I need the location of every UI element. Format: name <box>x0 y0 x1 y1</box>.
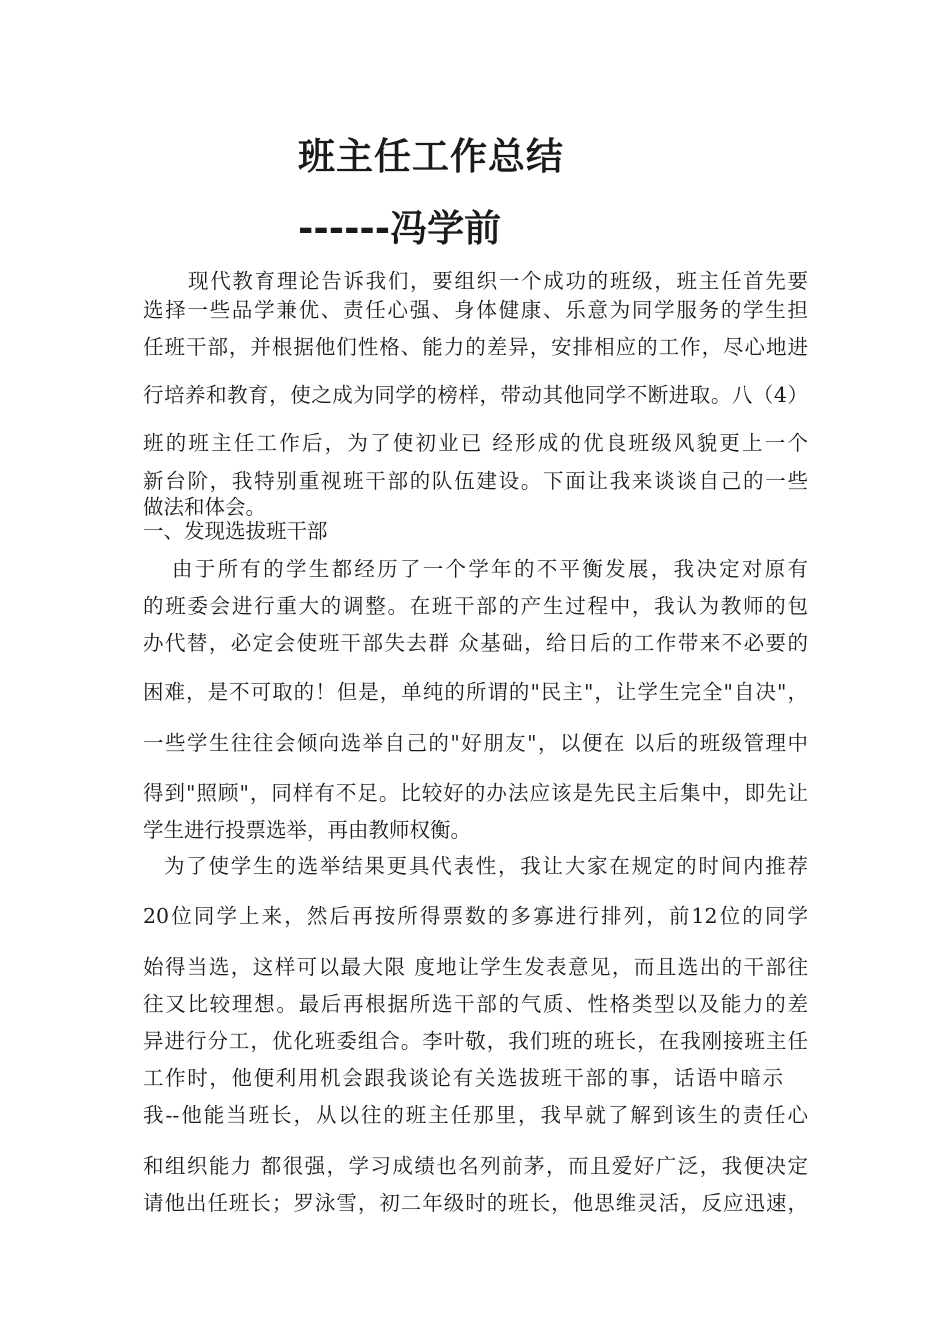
paragraph-line: 工作时，他便利用机会跟我谈论有关选拔班干部的事，话语中暗示 <box>143 1066 783 1090</box>
paragraph-line: 我--他能当班长，从以往的班主任那里，我早就了解到该生的责任心 <box>143 1103 808 1127</box>
paragraph-line: 异进行分工，优化班委组合。李叶敬，我们班的班长，在我刚接班主任 <box>143 1029 808 1053</box>
paragraph-line: 一些学生往往会倾向选举自己的"好朋友"，以便在 以后的班级管理中 <box>143 731 808 755</box>
paragraph-line: 现代教育理论告诉我们，要组织一个成功的班级，班主任首先要 <box>188 269 808 293</box>
paragraph-line: 困难，是不可取的！但是，单纯的所谓的"民主"，让学生完全"自决"， <box>143 680 808 704</box>
paragraph-line: 得到"照顾"，同样有不足。比较好的办法应该是先民主后集中，即先让 <box>143 781 808 805</box>
section-heading: 一、发现选拔班干部 <box>143 519 328 543</box>
paragraph-line: 由于所有的学生都经历了一个学年的不平衡发展，我决定对原有 <box>172 557 808 581</box>
paragraph-line: 做法和体会。 <box>143 495 266 519</box>
paragraph-line: 行培养和教育，使之成为同学的榜样，带动其他同学不断进取。八（4） <box>143 383 808 407</box>
paragraph-line: 20位同学上来，然后再按所得票数的多寡进行排列，前12位的同学 <box>143 904 808 928</box>
document-author: ------冯学前 <box>298 207 502 250</box>
paragraph-line: 为了使学生的选举结果更具代表性，我让大家在规定的时间内推荐 <box>164 854 808 878</box>
paragraph-line: 往又比较理想。最后再根据所选干部的气质、性格类型以及能力的差 <box>143 992 808 1016</box>
paragraph-line: 选择一些品学兼优、责任心强、身体健康、乐意为同学服务的学生担 <box>143 298 808 322</box>
paragraph-line: 办代替，必定会使班干部失去群 众基础，给日后的工作带来不必要的 <box>143 631 808 655</box>
paragraph-line: 新台阶，我特别重视班干部的队伍建设。下面让我来谈谈自己的一些 <box>143 469 808 493</box>
paragraph-line: 任班干部，并根据他们性格、能力的差异，安排相应的工作，尽心地进 <box>143 335 808 359</box>
paragraph-line: 的班委会进行重大的调整。在班干部的产生过程中，我认为教师的包 <box>143 594 808 618</box>
paragraph-line: 班的班主任工作后，为了使初业已 经形成的优良班级风貌更上一个 <box>143 431 808 455</box>
paragraph-line: 始得当选，这样可以最大限 度地让学生发表意见，而且选出的干部往 <box>143 955 808 979</box>
paragraph-line: 请他出任班长；罗泳雪，初二年级时的班长，他思维灵活，反应迅速， <box>143 1191 808 1215</box>
paragraph-line: 学生进行投票选举，再由教师权衡。 <box>143 818 471 842</box>
document-title: 班主任工作总结 <box>298 135 564 178</box>
paragraph-line: 和组织能力 都很强，学习成绩也名列前茅，而且爱好广泛，我便决定 <box>143 1154 808 1178</box>
